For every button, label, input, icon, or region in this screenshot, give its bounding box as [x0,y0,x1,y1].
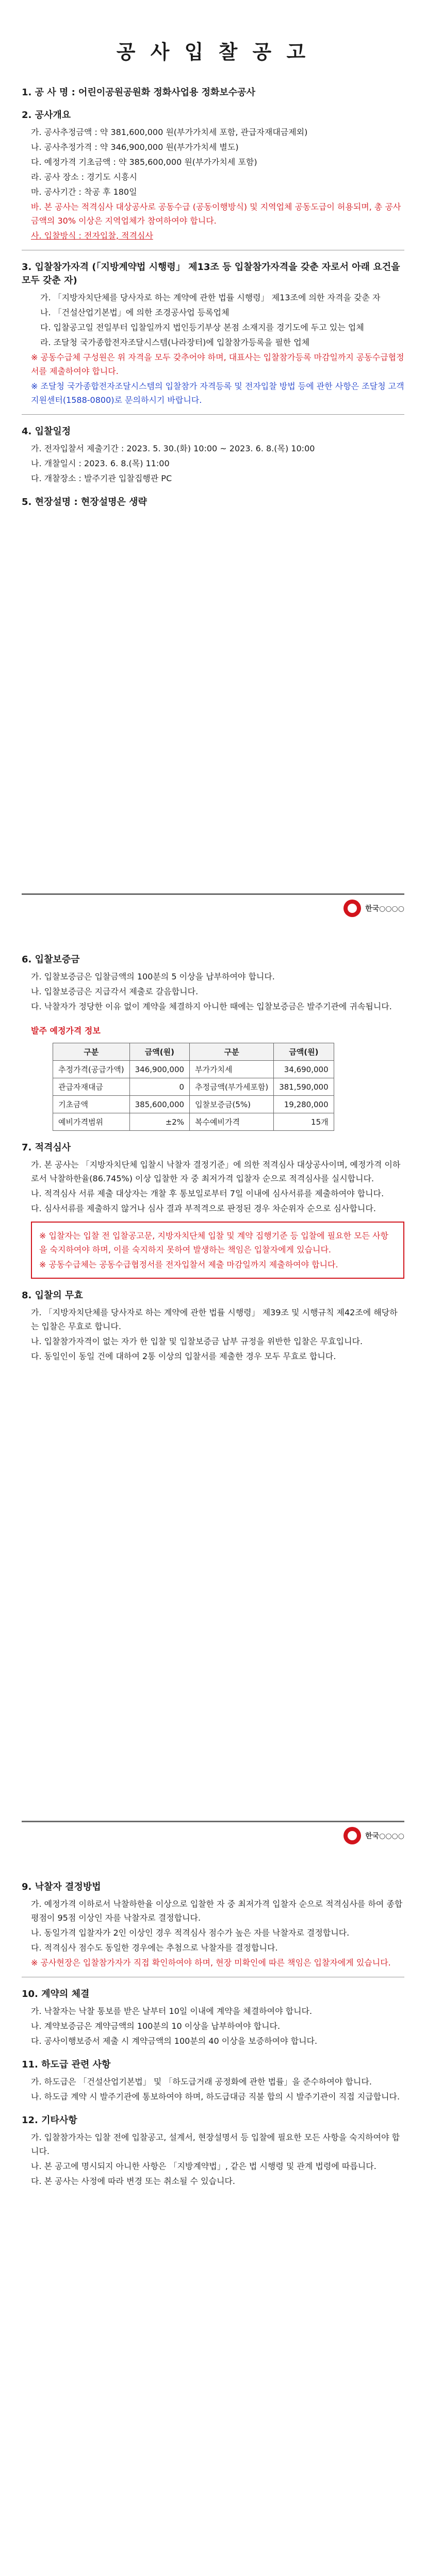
qualification-note-blue: ※ 조달청 국가종합전자조달시스템의 입찰참가 자격등록 및 전자입찰 방법 등에 관한 사항은 조달청 고객지원센터(1588-0800)로 문의하시기 바랍니다. [31,381,404,405]
qualification-item: 라. 조달청 국가종합전자조달시스템(나라장터)에 입찰참가등록을 필한 업체 [40,337,310,347]
page-3 [0,1855,426,2576]
footer-rule [22,893,404,895]
schedule-item: 나. 개찰일시 : 2023. 6. 8.(목) 11:00 [31,459,170,468]
table-cell: 복수예비가격 [190,1113,274,1131]
invalid-item: 나. 입찰참가자격이 없는 자가 한 입찰 및 입찰보증금 납부 규정을 위반한 입찰은 무효입니다. [31,1336,363,1346]
table-header: 금액(원) [129,1043,189,1061]
page-footer [22,893,404,922]
misc-item: 나. 본 공고에 명시되지 아니한 사항은 「지방계약법」, 같은 법 시행령 및 관계 법령에 따릅니다. [31,2161,376,2171]
table-cell: 부가가치세 [190,1061,274,1078]
table-cell: 0 [129,1078,189,1096]
evaluation-item: 다. 심사서류를 제출하지 않거나 심사 결과 부적격으로 판정된 경우 차순위자 순으로 심사합니다. [31,1204,376,1213]
guarantee-item: 다. 낙찰자가 정당한 이유 없이 계약을 체결하지 아니한 때에는 입찰보증금은 발주기관에 귀속됩니다. [31,1002,392,1011]
company-logo [343,1827,404,1844]
award-note: ※ 공사현장은 입찰참가자가 직접 확인하여야 하며, 현장 미확인에 따른 책임은 입찰자에게 있습니다. [31,1958,391,1968]
logo-mark-icon [343,1827,361,1844]
table-cell: 예비가격범위 [53,1113,130,1131]
subcontract-item: 나. 하도급 계약 시 발주기관에 통보하여야 하며, 하도급대금 직불 합의 시 발주기관이 직접 지급합니다. [31,2092,400,2102]
contract-item: 다. 공사이행보증서 제출 시 계약금액의 100분의 40 이상을 보증하여야 합니다. [31,2036,318,2046]
page-2-content [22,943,404,1819]
company-logo [343,900,404,917]
guarantee-item: 나. 입찰보증금은 지급각서 제출로 갈음합니다. [31,987,199,996]
notice-box-item: ※ 공동수급체는 공동수급협정서를 전자입찰서 제출 마감일까지 제출하여야 합니다. [39,1260,338,1269]
table-cell: 추정금액(부가세포함) [190,1078,274,1096]
invalid-item: 다. 동일인이 동일 건에 대하여 2통 이상의 입찰서를 제출한 경우 모두 무효로 합니다. [31,1351,336,1361]
logo-text: 한국○○○○ [365,1832,404,1840]
overview-item: 마. 공사기간 : 착공 후 180일 [31,187,137,197]
table-row [53,1096,334,1113]
page-3-content [22,1870,404,2576]
table-cell: 추정가격(공급가액) [53,1061,130,1078]
qualification-item: 가. 「지방자치단체를 당사자로 하는 계약에 관한 법률 시행령」 제13조에 의한 자격을 갖춘 자 [40,293,381,302]
table-caption: 발주 예정가격 정보 [31,1026,101,1036]
section-misc: 12. 기타사항 [22,2115,77,2126]
award-item: 가. 예정가격 이하로서 낙찰하한율 이상으로 입찰한 자 중 최저가격 입찰자 순으로 적격심사를 하여 종합평점이 95점 이상인 자를 낙찰자로 결정합니다. [31,1899,403,1923]
section-invalid-bids: 8. 입찰의 무효 [22,1290,83,1301]
table-header: 구분 [53,1043,130,1061]
divider [22,414,404,415]
misc-item: 가. 입찰참가자는 입찰 전에 입찰공고, 설계서, 현장설명서 등 입찰에 필요한 모든 사항을 숙지하여야 합니다. [31,2132,400,2156]
table-header-row [53,1043,334,1061]
overview-item: 나. 공사추정가격 : 약 346,900,000 원(부가가치세 별도) [31,142,239,152]
section-contract: 10. 계약의 체결 [22,1989,90,1999]
table-cell: ±2% [129,1113,189,1131]
misc-item: 다. 본 공사는 사정에 따라 변경 또는 취소될 수 있습니다. [31,2176,235,2186]
overview-item: 다. 예정가격 기초금액 : 약 385,600,000 원(부가가치세 포함) [31,157,257,167]
section-schedule: 4. 입찰일정 [22,426,71,437]
page-2 [0,927,426,1855]
section-guarantee: 6. 입찰보증금 [22,954,80,965]
overview-item: 가. 공사추정금액 : 약 381,600,000 원(부가가치세 포함, 관급자재대금제외) [31,127,308,137]
table-row [53,1078,334,1096]
table-header: 구분 [190,1043,274,1061]
table-cell: 19,280,000 [274,1096,334,1113]
section-site-briefing: 5. 현장설명 : 현장설명은 생략 [22,497,147,507]
section-award: 9. 낙찰자 결정방법 [22,1882,101,1892]
schedule-item: 가. 전자입찰서 제출기간 : 2023. 5. 30.(화) 10:00 ~ 2023. 6. 8.(목) 10:00 [31,444,315,453]
qualification-item: 나. 「건설산업기본법」에 의한 조경공사업 등록업체 [40,308,230,317]
award-item: 다. 적격심사 점수도 동일한 경우에는 추첨으로 낙찰자를 결정합니다. [31,1943,278,1953]
invalid-item: 가. 「지방자치단체를 당사자로 하는 계약에 관한 법률 시행령」 제39조 및 시행규칙 제42조에 해당하는 입찰은 무효로 합니다. [31,1308,398,1331]
table-cell: 기초금액 [53,1096,130,1113]
table-cell: 385,600,000 [129,1096,189,1113]
price-table [53,1043,334,1131]
qualification-item: 다. 입찰공고일 전일부터 입찰일까지 법인등기부상 본점 소재지를 경기도에 두고 있는 업체 [40,323,364,332]
logo-mark-icon [343,900,361,917]
section-project-name: 1. 공 사 명 : 어린이공원공원화 정화사업용 정화보수공사 [22,87,255,98]
table-cell: 관급자재대금 [53,1078,130,1096]
table-header: 금액(원) [274,1043,334,1061]
award-item: 나. 동일가격 입찰자가 2인 이상인 경우 적격심사 점수가 높은 자를 낙찰자로 결정합니다. [31,1928,350,1938]
table-cell: 34,690,000 [274,1061,334,1078]
table-cell: 입찰보증금(5%) [190,1096,274,1113]
overview-note: 바. 본 공사는 적격심사 대상공사로 공동수급 (공동이행방식) 및 지역업체 공동도급이 허용되며, 총 공사금액의 30% 이상은 지역업체가 참여하여야 합니다. [31,202,401,226]
section-overview: 2. 공사개요 [22,110,71,121]
footer-rule [22,1821,404,1822]
page-1-content [22,15,404,891]
qualification-note: ※ 공동수급체 구성원은 위 자격을 모두 갖추어야 하며, 대표사는 입찰참가등록 마감일까지 공동수급협정서를 제출하여야 합니다. [31,352,404,376]
contract-item: 가. 낙찰자는 낙찰 통보를 받은 날부터 10일 이내에 계약을 체결하여야 합니다. [31,2006,313,2016]
evaluation-item: 나. 적격심사 서류 제출 대상자는 개찰 후 통보일로부터 7일 이내에 심사서류를 제출하여야 합니다. [31,1189,384,1198]
subcontract-item: 가. 하도급은 「건설산업기본법」 및 「하도급거래 공정화에 관한 법률」을 준수하여야 합니다. [31,2077,372,2087]
overview-item: 라. 공사 장소 : 경기도 시흥시 [31,172,137,182]
table-row [53,1061,334,1078]
evaluation-item: 가. 본 공사는 「지방자치단체 입찰시 낙찰자 결정기준」에 의한 적격심사 대상공사이며, 예정가격 이하로서 낙찰하한율(86.745%) 이상 입찰한 자 중 최저가격 입찰자 순으로 적격심사를 실시합니다. [31,1160,401,1183]
page-footer [22,1821,404,1850]
page-title: 공 사 입 찰 공 고 [116,41,310,63]
page-1 [0,0,426,927]
notice-box [31,1222,404,1279]
overview-bid-method: 사. 입찰방식 : 전자입찰, 적격심사 [31,231,153,241]
contract-item: 나. 계약보증금은 계약금액의 100분의 10 이상을 납부하여야 합니다. [31,2021,281,2031]
section-qualification: 3. 입찰참가자격 (「지방계약법 시행령」 제13조 등 입찰참가자격을 갖춘 자로서 아래 요건을 모두 갖춘 자) [22,262,400,286]
notice-box-item: ※ 입찰자는 입찰 전 입찰공고문, 지방자치단체 입찰 및 계약 집행기준 등 입찰에 필요한 모든 사항을 숙지하여야 하며, 이를 숙지하지 못하여 발생하는 책임은 입찰자에게 있습니다. [39,1231,389,1255]
schedule-item: 다. 개찰장소 : 발주기관 입찰집행관 PC [31,473,172,483]
table-cell: 381,590,000 [274,1078,334,1096]
guarantee-item: 가. 입찰보증금은 입찰금액의 100분의 5 이상을 납부하여야 합니다. [31,972,275,981]
section-evaluation: 7. 적격심사 [22,1142,71,1153]
table-cell: 346,900,000 [129,1061,189,1078]
section-subcontract: 11. 하도급 관련 사항 [22,2059,111,2070]
table-row [53,1113,334,1131]
logo-text: 한국○○○○ [365,905,404,913]
table-cell: 15개 [274,1113,334,1131]
